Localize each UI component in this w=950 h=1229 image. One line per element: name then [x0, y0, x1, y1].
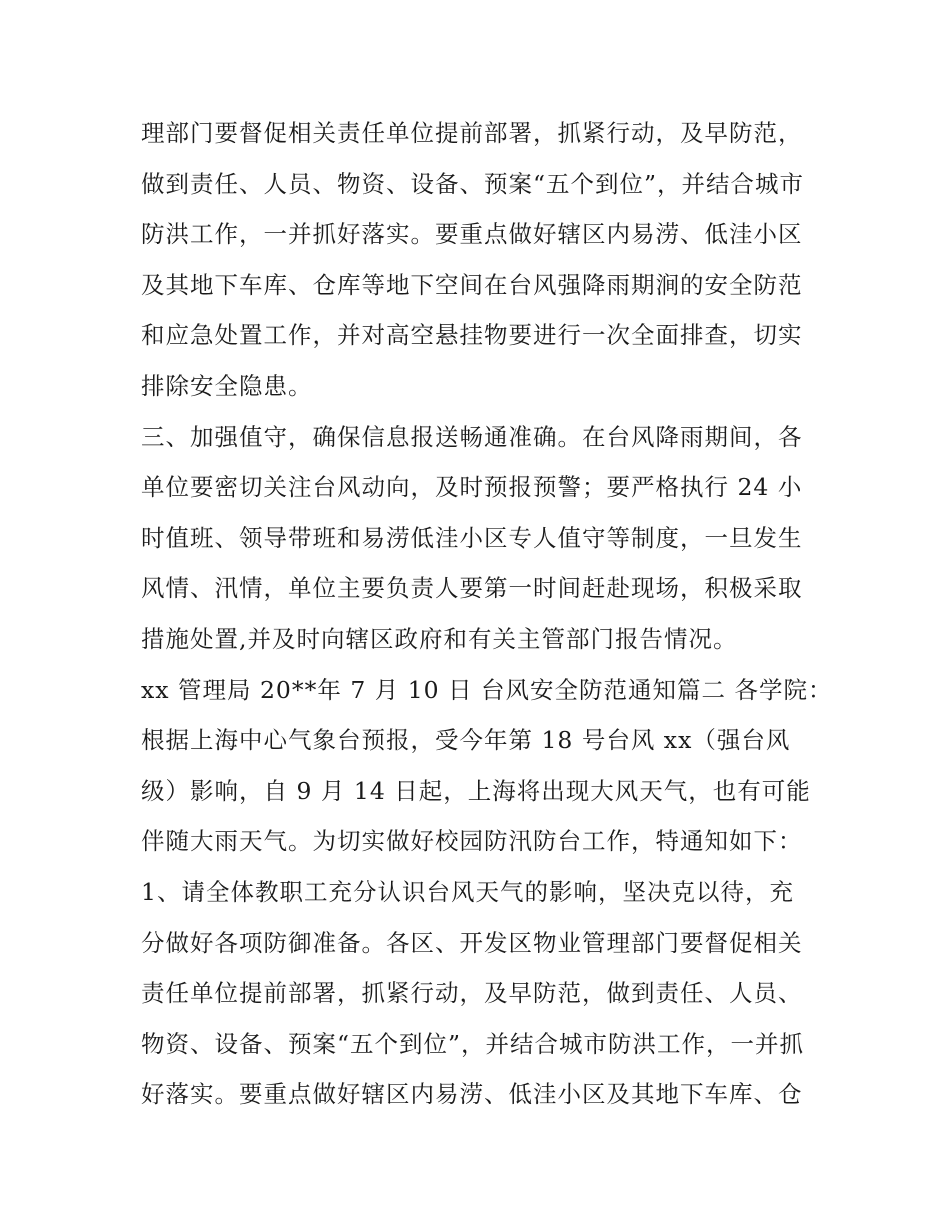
text-line: 理部门要督促相关责任单位提前部署，抓紧行动，及早防范，	[141, 119, 803, 147]
text-line: 及其地下车库、仓库等地下空间在台风强降雨期涧的安全防范	[141, 270, 803, 299]
text-line: 单位要密切关注台风动向，及时预报预警；要严格执行 24 小	[141, 473, 803, 502]
text-line: 时值班、领导带班和易涝低洼小区专人值守等制度，一旦发生	[141, 523, 803, 552]
text-line: 伴随大雨天气。为切实做好校园防汛防台工作，特通知如下：	[141, 827, 803, 856]
text-line: 和应急处置工作，并对高空悬挂物要进行一次全面排查，切实	[141, 321, 803, 350]
text-line: 风情、汛情，单位主要负责人要第一时间赶赴现场，积极采取	[141, 574, 803, 603]
document-body	[141, 108, 833, 1120]
text-line: 根据上海中心气象台预报，受今年第 18 号台风 xx（强台风	[141, 726, 791, 755]
section-heading-line: 三、加强值守，确保信息报送畅通准确。在台风降雨期间，各	[141, 422, 803, 451]
text-line: 做到责任、人员、物资、设备、预案“五个到位”，并结合城市	[141, 169, 805, 198]
text-line: 级）影响，自 9 月 14 日起，上海将出现大风天气，也有可能	[141, 776, 811, 805]
list-item-line: 1、请全体教职工充分认识台风天气的影响，坚决克以待，充	[141, 877, 794, 906]
text-line: 措施处置,并及时向辖区政府和有关主管部门报告情况。	[141, 624, 738, 653]
text-line: 责任单位提前部署，抓紧行动，及早防范，做到责任、人员、	[141, 979, 803, 1008]
text-line: 物资、设备、预案“五个到位”，并结合城市防洪工作，一并抓	[141, 1029, 805, 1058]
text-line: 防洪工作，一并抓好落实。要重点做好辖区内易涝、低洼小区	[141, 220, 803, 249]
text-line: 好落实。要重点做好辖区内易涝、低洼小区及其地下车库、仓	[141, 1080, 803, 1109]
text-line: 排除安全隐患。	[141, 371, 313, 400]
date-title-line: xx 管理局 20**年 7 月 10 日 台风安全防范通知篇二 各学院：	[141, 675, 833, 704]
text-line: 分做好各项防御准备。各区、开发区物业管理部门要督促相关	[141, 928, 803, 957]
